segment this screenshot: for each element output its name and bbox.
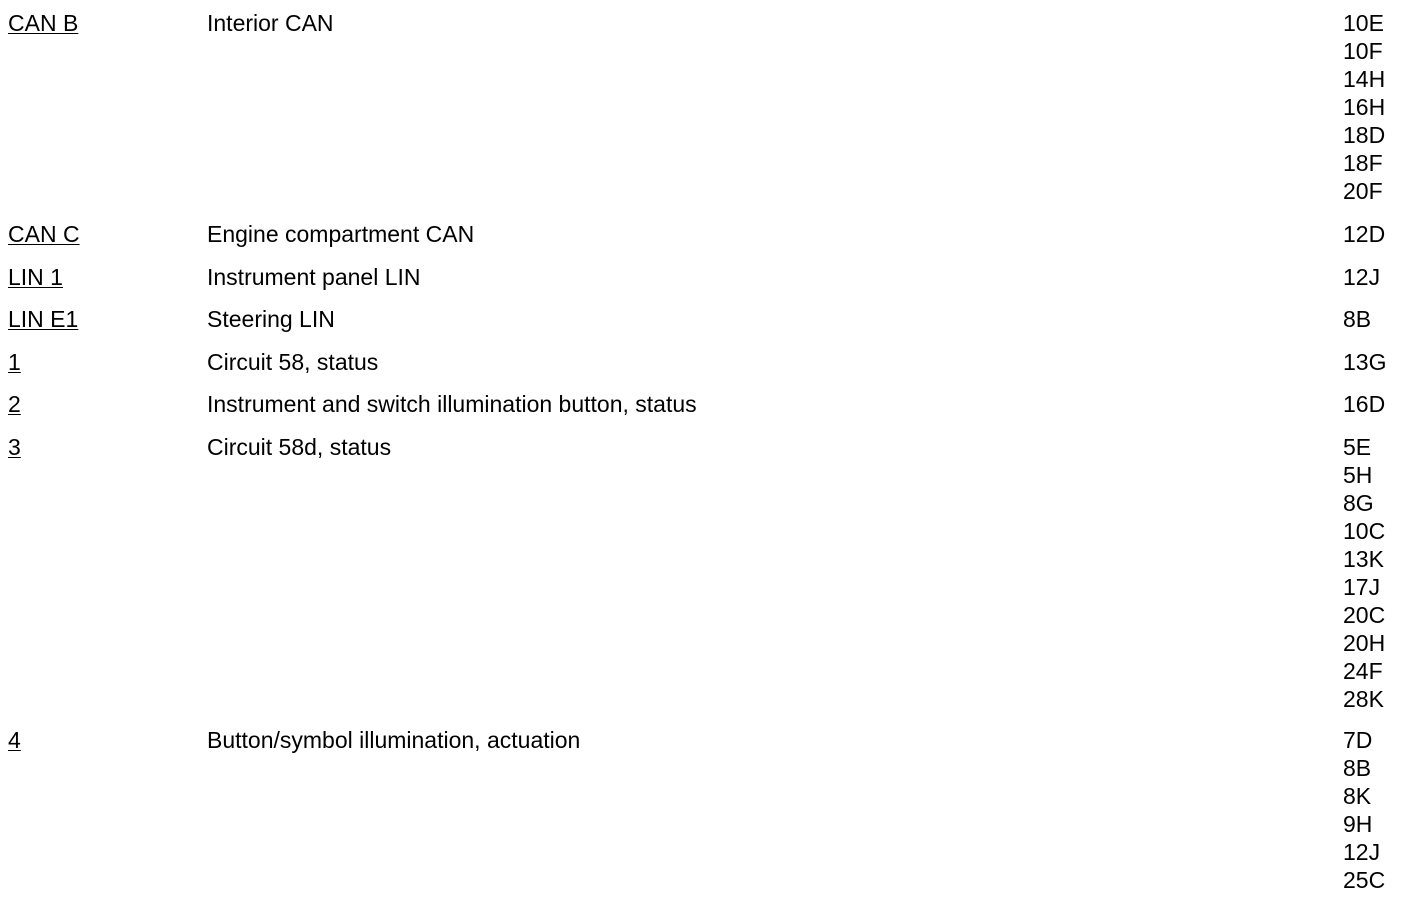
grid-reference-list — [1343, 220, 1385, 248]
grid-reference[interactable]: 8B — [1343, 306, 1372, 332]
legend-description: Engine compartment CAN — [207, 221, 475, 247]
grid-reference[interactable]: 25C — [1343, 867, 1386, 893]
legend-row-can-b — [0, 9, 1408, 220]
grid-reference[interactable]: 9H — [1343, 811, 1373, 837]
grid-reference[interactable]: 8K — [1343, 783, 1372, 809]
legend-code-link[interactable]: 3 — [8, 434, 21, 460]
grid-reference-list — [1343, 348, 1386, 376]
grid-reference[interactable]: 10E — [1343, 10, 1384, 36]
legend-code-link[interactable]: CAN C — [8, 221, 80, 247]
legend-code-link[interactable]: 2 — [8, 391, 21, 417]
grid-reference[interactable]: 28K — [1343, 686, 1384, 712]
legend-description: Circuit 58, status — [207, 349, 379, 375]
signal-legend-table — [0, 9, 1408, 896]
grid-reference[interactable]: 14H — [1343, 66, 1386, 92]
legend-code-link[interactable]: LIN E1 — [8, 306, 79, 332]
grid-reference[interactable]: 13G — [1343, 349, 1387, 375]
grid-reference[interactable]: 13K — [1343, 546, 1384, 572]
grid-reference[interactable]: 18F — [1343, 150, 1383, 176]
grid-reference[interactable]: 7D — [1343, 727, 1373, 753]
grid-reference[interactable]: 16D — [1343, 391, 1386, 417]
legend-row-2 — [0, 390, 1408, 433]
grid-reference[interactable]: 12J — [1343, 839, 1381, 865]
legend-description: Circuit 58d, status — [207, 434, 392, 460]
legend-row-4 — [0, 726, 1408, 896]
legend-description: Interior CAN — [207, 10, 334, 36]
grid-reference[interactable]: 10F — [1343, 38, 1383, 64]
legend-row-can-c — [0, 220, 1408, 263]
grid-reference[interactable]: 5E — [1343, 434, 1372, 460]
grid-reference[interactable]: 18D — [1343, 122, 1386, 148]
grid-reference[interactable]: 20F — [1343, 178, 1383, 204]
legend-row-3 — [0, 433, 1408, 726]
grid-reference-list — [1343, 305, 1371, 333]
grid-reference-list — [1343, 263, 1380, 291]
grid-reference[interactable]: 5H — [1343, 462, 1373, 488]
grid-reference[interactable]: 20H — [1343, 630, 1386, 656]
grid-reference[interactable]: 16H — [1343, 94, 1386, 120]
grid-reference-list — [1343, 433, 1385, 713]
grid-reference-list — [1343, 726, 1385, 894]
grid-reference[interactable]: 12J — [1343, 264, 1381, 290]
legend-code-link[interactable]: CAN B — [8, 10, 79, 36]
grid-reference[interactable]: 8G — [1343, 490, 1374, 516]
grid-reference[interactable]: 8B — [1343, 755, 1372, 781]
legend-row-lin-e1 — [0, 305, 1408, 348]
legend-code-link[interactable]: LIN 1 — [8, 264, 63, 290]
legend-code-link[interactable]: 4 — [8, 727, 21, 753]
grid-reference[interactable]: 10C — [1343, 518, 1386, 544]
legend-description: Steering LIN — [207, 306, 335, 332]
legend-row-1 — [0, 348, 1408, 390]
legend-code-link[interactable]: 1 — [8, 349, 21, 375]
grid-reference[interactable]: 17J — [1343, 574, 1381, 600]
grid-reference-list — [1343, 9, 1385, 205]
legend-row-lin-1 — [0, 263, 1408, 305]
legend-description: Instrument panel LIN — [207, 264, 421, 290]
grid-reference-list — [1343, 390, 1385, 418]
grid-reference[interactable]: 20C — [1343, 602, 1386, 628]
legend-description: Instrument and switch illumination button, status — [207, 391, 697, 417]
grid-reference[interactable]: 12D — [1343, 221, 1386, 247]
legend-description: Button/symbol illumination, actuation — [207, 727, 581, 753]
grid-reference[interactable]: 24F — [1343, 658, 1383, 684]
